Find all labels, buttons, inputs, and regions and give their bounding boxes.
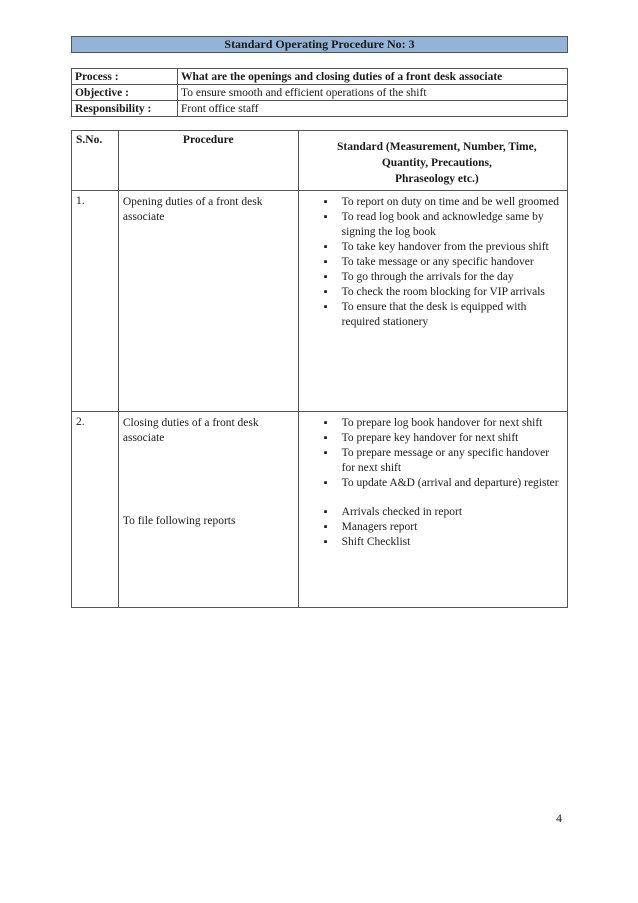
info-row-responsibility [72, 101, 568, 117]
list-item: ▪ Managers report [299, 520, 563, 535]
info-key: Responsibility : [72, 101, 178, 117]
table-row [72, 412, 568, 608]
list-item: ▪ To take message or any specific handover [299, 255, 563, 270]
list-item: ▪ Shift Checklist [299, 535, 563, 550]
header-standard [299, 131, 567, 187]
standards-list [299, 412, 567, 491]
header-sno: S.No. [76, 134, 103, 146]
list-item: ▪ To take key handover from the previous shift [299, 240, 563, 255]
info-value: Front office staff [178, 101, 568, 117]
header-procedure: Procedure [182, 134, 234, 146]
table-header-row [72, 131, 568, 191]
info-key: Objective : [72, 85, 178, 101]
header-standard-line: Quantity, Precautions, [381, 157, 492, 169]
list-item: ▪ To check the room blocking for VIP arrivals [299, 285, 563, 300]
standards-list [299, 191, 567, 330]
list-item: ▪ To read log book and acknowledge same by signing the log book [299, 210, 563, 240]
list-item: ▪ Arrivals checked in report [299, 505, 563, 520]
header-standard-line: Phraseology etc.) [394, 173, 479, 185]
sop-title: Standard Operating Procedure No: 3 [71, 36, 568, 53]
row-procedure: Opening duties of a front desk associate [122, 196, 263, 223]
procedure-table [71, 130, 568, 608]
header-standard-line: Standard (Measurement, Number, Time, [337, 141, 537, 153]
info-row-objective [72, 85, 568, 101]
info-value: To ensure smooth and efficient operations of the shift [178, 85, 568, 101]
list-item: ▪ To report on duty on time and be well groomed [299, 195, 563, 210]
list-item: ▪ To prepare log book handover for next shift [299, 416, 563, 431]
list-item: ▪ To prepare message or any specific handover for next shift [299, 446, 563, 476]
row-procedure: Closing duties of a front desk associate [122, 417, 259, 444]
row-procedure-extra: To file following reports [122, 515, 236, 527]
reports-list [299, 505, 567, 550]
sop-info-table [71, 68, 568, 117]
info-value: What are the openings and closing duties of a front desk associate [178, 69, 568, 85]
row-sno: 2. [76, 416, 85, 428]
list-item: ▪ To prepare key handover for next shift [299, 431, 563, 446]
table-row [72, 191, 568, 412]
info-row-process [72, 69, 568, 85]
info-key: Process : [72, 69, 178, 85]
page-number: 4 [556, 811, 562, 825]
list-item: ▪ To update A&D (arrival and departure) register [299, 476, 563, 491]
list-item: ▪ To go through the arrivals for the day [299, 270, 563, 285]
list-item: ▪ To ensure that the desk is equipped with required stationery [299, 300, 563, 330]
row-sno: 1. [76, 195, 85, 207]
